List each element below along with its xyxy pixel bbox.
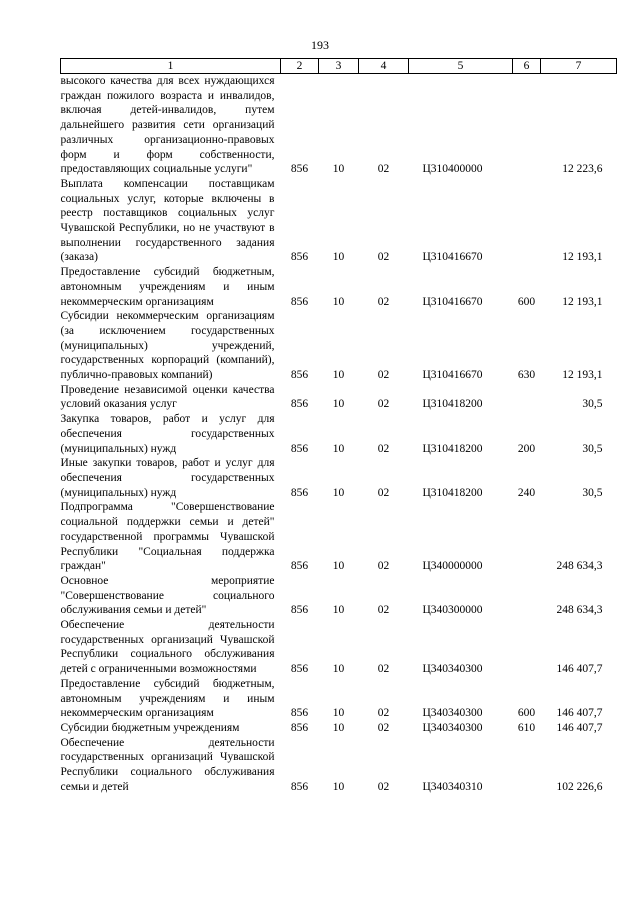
- amount: 146 407,7: [556, 721, 603, 734]
- section-code: 10: [332, 721, 345, 734]
- expense-type-code: 200: [517, 442, 536, 455]
- expense-type-code: 600: [517, 707, 536, 720]
- table-row: [61, 74, 617, 177]
- row-name: Субсидии некоммерческим организациям (за исключением государственных (муниципальных) учреждений, государственных корпораций (компаний), публично-правовых компаний): [60, 310, 275, 382]
- table-row: [61, 618, 617, 677]
- section-code: 10: [332, 560, 345, 573]
- target-article-code: Ц310418200: [422, 398, 483, 411]
- amount: 12 223,6: [562, 163, 603, 176]
- subsection-code: 02: [377, 369, 390, 382]
- section-code: 10: [332, 295, 345, 308]
- table-row: [61, 574, 617, 618]
- section-code: 10: [332, 442, 345, 455]
- amount: 146 407,7: [556, 707, 603, 720]
- subsection-code: 02: [377, 604, 390, 617]
- section-code: 10: [332, 707, 345, 720]
- amount: 30,5: [582, 442, 603, 455]
- table-row: [61, 677, 617, 721]
- ministry-code: 856: [290, 251, 309, 264]
- amount: 30,5: [582, 486, 603, 499]
- budget-table: [60, 58, 617, 794]
- amount: 146 407,7: [556, 663, 603, 676]
- column-header: 2: [281, 59, 319, 74]
- target-article-code: Ц310400000: [422, 163, 483, 176]
- row-name: Субсидии бюджетным учреждениям: [60, 721, 240, 734]
- expense-type-code: 600: [517, 295, 536, 308]
- target-article-code: Ц340340300: [422, 707, 483, 720]
- section-code: 10: [332, 780, 345, 793]
- subsection-code: 02: [377, 163, 390, 176]
- section-code: 10: [332, 163, 345, 176]
- target-article-code: Ц340000000: [422, 560, 483, 573]
- amount: 248 634,3: [556, 560, 603, 573]
- row-name: Основное мероприятие "Совершенствование социального обслуживания семьи и детей": [60, 574, 275, 617]
- table-row: [61, 736, 617, 795]
- ministry-code: 856: [290, 163, 309, 176]
- target-article-code: Ц340340300: [422, 721, 483, 734]
- target-article-code: Ц310418200: [422, 442, 483, 455]
- expense-type-code: [513, 500, 541, 574]
- section-code: 10: [332, 663, 345, 676]
- amount: 248 634,3: [556, 604, 603, 617]
- expense-type-code: 630: [517, 369, 536, 382]
- table-row: [61, 500, 617, 574]
- ministry-code: 856: [290, 780, 309, 793]
- section-code: 10: [332, 398, 345, 411]
- expense-type-code: [513, 618, 541, 677]
- row-name: Предоставление субсидий бюджетным, автономным учреждениям и иным некоммерческим организациям: [60, 266, 275, 308]
- section-code: 10: [332, 486, 345, 499]
- row-name: высокого качества для всех нуждающихся граждан пожилого возраста и инвалидов, включая детей-инвалидов, путем дальнейшего развития сети организаций различных организационно-правовых форм и форм собственности, предоставляющих социальные услуги": [60, 75, 275, 176]
- ministry-code: 856: [290, 398, 309, 411]
- section-code: 10: [332, 604, 345, 617]
- section-code: 10: [332, 369, 345, 382]
- row-name: Выплата компенсации поставщикам социальных услуг, которые включены в реестр поставщиков социальных услуг Чувашской Республики, но не участвуют в выполнении государственного задания (заказа): [60, 177, 275, 264]
- expense-type-code: 240: [517, 486, 536, 499]
- column-header: 1: [61, 59, 281, 74]
- amount: 12 193,1: [562, 251, 603, 264]
- expense-type-code: [513, 574, 541, 618]
- column-header: 3: [319, 59, 359, 74]
- ministry-code: 856: [290, 486, 309, 499]
- subsection-code: 02: [377, 663, 390, 676]
- amount: 12 193,1: [562, 369, 603, 382]
- table-header-row: [61, 59, 617, 74]
- subsection-code: 02: [377, 486, 390, 499]
- amount: 30,5: [582, 398, 603, 411]
- row-name: Предоставление субсидий бюджетным, автономным учреждениям и иным некоммерческим организациям: [60, 677, 275, 720]
- amount: 102 226,6: [556, 780, 603, 793]
- table-row: [61, 412, 617, 456]
- ministry-code: 856: [290, 560, 309, 573]
- target-article-code: Ц310416670: [422, 251, 483, 264]
- subsection-code: 02: [377, 295, 390, 308]
- ministry-code: 856: [290, 442, 309, 455]
- subsection-code: 02: [377, 560, 390, 573]
- page-number: 193: [311, 38, 329, 52]
- table-row: [61, 265, 617, 309]
- subsection-code: 02: [377, 398, 390, 411]
- row-name: Подпрограмма "Совершенствование социальной поддержки семьи и детей" государственной программы Чувашской Республики "Социальная поддержка граждан": [60, 501, 275, 573]
- row-name: Обеспечение деятельности государственных организаций Чувашской Республики социального обслуживания семьи и детей: [60, 736, 275, 793]
- expense-type-code: [513, 177, 541, 265]
- table-row: [61, 177, 617, 265]
- target-article-code: Ц340340300: [422, 663, 483, 676]
- row-name: Проведение независимой оценки качества условий оказания услуг: [60, 383, 275, 411]
- column-header: 6: [513, 59, 541, 74]
- subsection-code: 02: [377, 251, 390, 264]
- subsection-code: 02: [377, 442, 390, 455]
- ministry-code: 856: [290, 721, 309, 734]
- expense-type-code: 610: [517, 721, 536, 734]
- ministry-code: 856: [290, 707, 309, 720]
- row-name: Закупка товаров, работ и услуг для обеспечения государственных (муниципальных) нужд: [60, 413, 275, 455]
- target-article-code: Ц310416670: [422, 295, 483, 308]
- target-article-code: Ц340300000: [422, 604, 483, 617]
- subsection-code: 02: [377, 721, 390, 734]
- target-article-code: Ц340340310: [422, 780, 483, 793]
- target-article-code: Ц310416670: [422, 369, 483, 382]
- expense-type-code: [513, 383, 541, 412]
- target-article-code: Ц310418200: [422, 486, 483, 499]
- subsection-code: 02: [377, 780, 390, 793]
- column-header: 4: [359, 59, 409, 74]
- section-code: 10: [332, 251, 345, 264]
- subsection-code: 02: [377, 707, 390, 720]
- table-row: [61, 456, 617, 500]
- table-row: [61, 721, 617, 736]
- ministry-code: 856: [290, 295, 309, 308]
- ministry-code: 856: [290, 663, 309, 676]
- column-header: 5: [409, 59, 513, 74]
- ministry-code: 856: [290, 604, 309, 617]
- row-name: Обеспечение деятельности государственных организаций Чувашской Республики социального обслуживания детей с ограниченными возможностями: [60, 619, 275, 676]
- expense-type-code: [513, 74, 541, 177]
- column-header: 7: [541, 59, 617, 74]
- amount: 12 193,1: [562, 295, 603, 308]
- table-row: [61, 309, 617, 383]
- row-name: Иные закупки товаров, работ и услуг для обеспечения государственных (муниципальных) нужд: [60, 457, 275, 499]
- table-row: [61, 383, 617, 412]
- ministry-code: 856: [290, 369, 309, 382]
- expense-type-code: [513, 736, 541, 795]
